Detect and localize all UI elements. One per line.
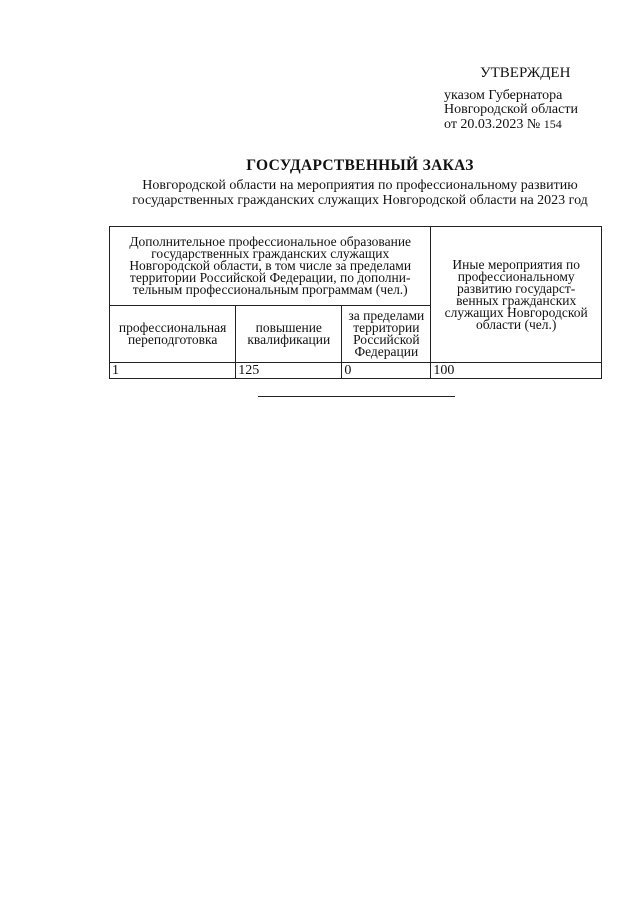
- subtitle-line-1: Новгородской области на мероприятия по профессиональному развитию: [142, 178, 578, 193]
- table-header-row: [110, 227, 602, 306]
- approval-number: 154: [543, 117, 562, 131]
- retraining-header-cell: профессиональная переподготовка: [110, 306, 236, 363]
- qualification-value-cell: 125: [236, 363, 342, 379]
- abroad-header-cell: за пределами территории Российской Федерации: [342, 306, 431, 363]
- approval-line-2: Новгородской области: [444, 102, 578, 117]
- document-subtitle: [100, 178, 620, 208]
- approval-stamp: [444, 66, 624, 132]
- abroad-value-cell: 0: [342, 363, 431, 379]
- approval-date: от 20.03.2023 №: [444, 117, 541, 132]
- table-row: [110, 363, 602, 379]
- other-activities-value-cell: 100: [431, 363, 602, 379]
- state-order-table: [109, 226, 602, 379]
- other-activities-header-cell: Иные мероприятия по профессиональному развитию государст-венных гражданских служащих Новгородской области (чел.): [431, 227, 602, 363]
- approval-line-3: [444, 117, 624, 132]
- group-header-cell: Дополнительное профессиональное образование государственных гражданских служащих Новгородской области, в том числе за пределами территории Российской Федерации, по дополни-тельным профессиональным программам (чел.): [110, 227, 431, 306]
- approval-title: УТВЕРЖДЕН: [480, 65, 571, 81]
- closing-rule: [258, 396, 455, 397]
- approval-line-1: указом Губернатора: [444, 88, 563, 103]
- subtitle-line-2: государственных гражданских служащих Новгородской области на 2023 год: [132, 193, 588, 208]
- retraining-value-cell: 1: [110, 363, 236, 379]
- document-title: ГОСУДАРСТВЕННЫЙ ЗАКАЗ: [246, 157, 474, 174]
- qualification-header-cell: повышение квалификации: [236, 306, 342, 363]
